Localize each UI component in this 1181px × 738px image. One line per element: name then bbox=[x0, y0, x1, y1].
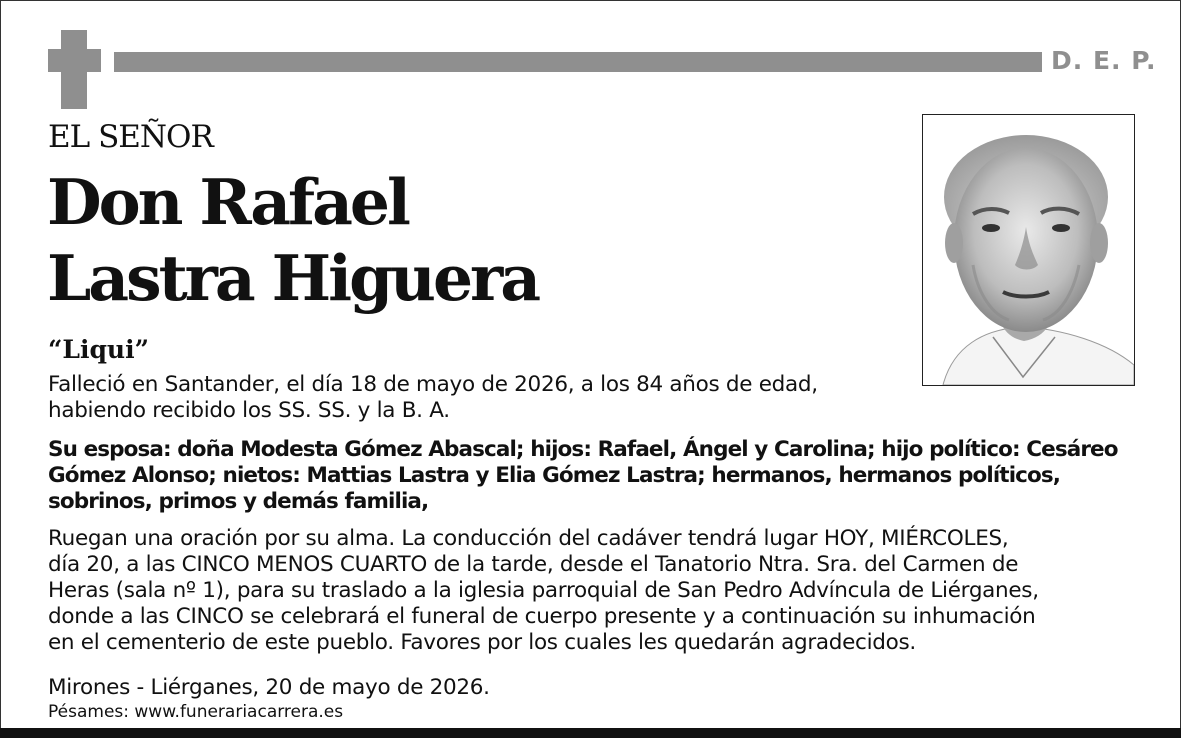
ceremony-line-2: día 20, a las CINCO MENOS CUARTO de la tarde, desde el Tanatorio Ntra. Sra. del Carmen de bbox=[48, 552, 1019, 577]
family-line-1: Su esposa: doña Modesta Gómez Abascal; hijos: Rafael, Ángel y Carolina; hijo político: Cesáreo bbox=[48, 437, 1118, 462]
portrait-photo bbox=[922, 114, 1135, 386]
family-line-3: sobrinos, primos y demás familia, bbox=[48, 489, 429, 514]
title-prefix: EL SEÑOR bbox=[48, 119, 213, 155]
ceremony-line-4: donde a las CINCO se celebrará el funeral de cuerpo presente y a continuación su inhumación bbox=[48, 604, 1036, 629]
name-line-2: Lastra Higuera bbox=[47, 241, 539, 315]
family-list bbox=[48, 437, 1158, 515]
ceremony-details bbox=[48, 526, 1158, 656]
ceremony-line-3: Heras (sala nº 1), para su traslado a la iglesia parroquial de San Pedro Advíncula de Liérganes, bbox=[48, 578, 1039, 603]
ceremony-line-5: en el cementerio de este pueblo. Favores por los cuales les quedarán agradecidos. bbox=[48, 630, 916, 655]
family-line-2: Gómez Alonso; nietos: Mattias Lastra y Elia Gómez Lastra; hermanos, hermanos políticos, bbox=[48, 463, 1061, 488]
portrait-image bbox=[923, 115, 1134, 385]
cross-icon bbox=[48, 30, 101, 109]
nickname: “Liqui” bbox=[48, 335, 149, 364]
dep-label: D. E. P. bbox=[1051, 46, 1157, 75]
ceremony-line-1: Ruegan una oración por su alma. La conducción del cadáver tendrá lugar HOY, MIÉRCOLES, bbox=[48, 526, 1009, 551]
bottom-bar bbox=[0, 728, 1181, 738]
place-date: Mirones - Liérganes, 20 de mayo de 2026. bbox=[48, 675, 490, 700]
death-line-1: Falleció en Santander, el día 18 de mayo de 2026, a los 84 años de edad, bbox=[48, 372, 818, 397]
header-rule bbox=[114, 52, 1042, 72]
name-line-1: Don Rafael bbox=[47, 165, 408, 239]
death-line-2: habiendo recibido los SS. SS. y la B. A. bbox=[48, 398, 450, 423]
deceased-name bbox=[47, 164, 538, 316]
condolences-link[interactable]: Pésames: www.funerariacarrera.es bbox=[48, 702, 344, 722]
death-announcement bbox=[48, 372, 908, 424]
